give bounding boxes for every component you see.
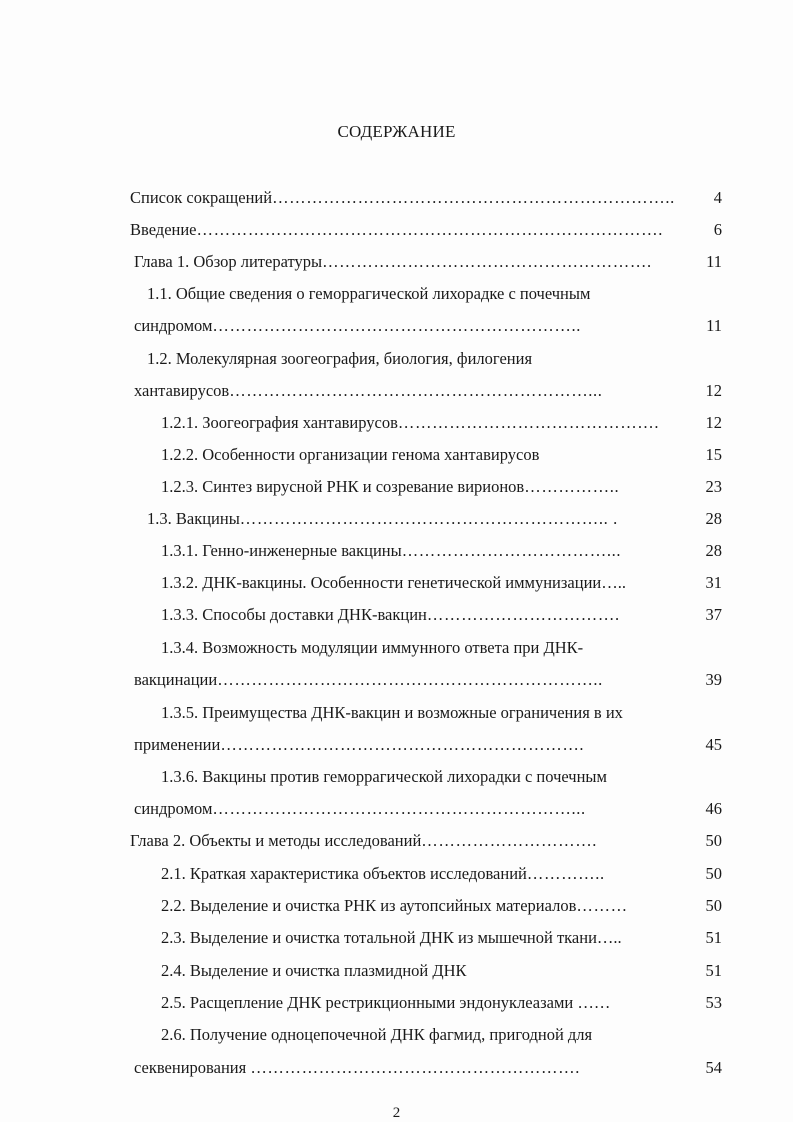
toc-entry-text: секвенирования bbox=[134, 1058, 251, 1077]
toc-entry-text: 1.2. Молекулярная зоогеография, биология, филогения bbox=[147, 349, 533, 368]
toc-entry-text: Введение bbox=[130, 220, 197, 239]
toc-page-number: 53 bbox=[705, 993, 722, 1012]
toc-leader-dots: …………………………………………………………….. bbox=[272, 188, 675, 207]
toc-entry-text: 1.1. Общие сведения о геморрагической лихорадке с почечным bbox=[147, 284, 591, 303]
toc-leader-dots: ………………………………………. bbox=[397, 413, 660, 432]
toc-page-number: 50 bbox=[705, 831, 722, 850]
toc-entry bbox=[161, 638, 686, 658]
toc-entry-text: 1.3.4. Возможность модуляции иммунного ответа при ДНК- bbox=[161, 638, 584, 657]
toc-entry-text: хантавирусов bbox=[134, 381, 230, 400]
toc-page-number: 45 bbox=[705, 735, 722, 754]
toc-entry-text: 2.4. Выделение и очистка плазмидной ДНК bbox=[161, 961, 467, 980]
toc-entry bbox=[161, 445, 673, 465]
toc-leader-dots: …………………………………………………. bbox=[322, 252, 652, 271]
toc-leader-dots: ……… bbox=[576, 896, 628, 915]
toc-entry-text: 1.3.1. Генно-инженерные вакцины bbox=[161, 541, 402, 560]
toc-leader-dots: ………………………………………………………... bbox=[229, 381, 603, 400]
toc-leader-dots: ………………………………………………………………………. bbox=[196, 220, 663, 239]
page-title: СОДЕРЖАНИЕ bbox=[337, 122, 456, 141]
toc-entry-text: синдромом bbox=[134, 316, 213, 335]
toc-entry-text: применении bbox=[134, 735, 221, 754]
toc-entry bbox=[130, 831, 670, 851]
toc-page-number: 51 bbox=[705, 961, 722, 980]
toc-page-number: 50 bbox=[705, 896, 722, 915]
toc-leader-dots: ………………………………………………………. bbox=[220, 735, 585, 754]
toc-entry bbox=[134, 735, 654, 755]
toc-leader-dots: ………………………………………………………….. bbox=[217, 670, 603, 689]
toc-entry bbox=[134, 1058, 674, 1078]
toc-entry-text: 1.2.3. Синтез вирусной РНК и созревание вирионов bbox=[161, 477, 525, 496]
toc-entry-text: синдромом bbox=[134, 799, 213, 818]
toc-entry bbox=[161, 928, 686, 948]
toc-leader-dots: …………….. bbox=[524, 477, 620, 496]
toc-leader-dots: …………………………. bbox=[421, 831, 598, 850]
toc-entry-text: вакцинации bbox=[134, 670, 218, 689]
toc-entry-text: 1.3.3. Способы доставки ДНК-вакцин bbox=[161, 605, 427, 624]
toc-entry bbox=[134, 799, 674, 819]
toc-page-number: 6 bbox=[713, 220, 722, 239]
toc-page-number: 50 bbox=[705, 864, 722, 883]
toc-leader-dots: ……………………………………………………….. . bbox=[239, 509, 618, 528]
toc-entry bbox=[147, 284, 687, 304]
toc-page-number: 15 bbox=[705, 445, 722, 464]
toc-entry bbox=[130, 188, 710, 208]
toc-entry bbox=[134, 252, 702, 272]
page-number: 2 bbox=[392, 1105, 401, 1121]
toc-entry bbox=[134, 381, 674, 401]
toc-entry bbox=[161, 605, 676, 625]
toc-entry bbox=[130, 220, 710, 240]
toc-page-number: 11 bbox=[706, 252, 722, 271]
toc-leader-dots: …………………………………………………. bbox=[250, 1058, 580, 1077]
toc-entry bbox=[161, 961, 686, 981]
toc-entry bbox=[161, 896, 686, 916]
toc-leader-dots: ………….. bbox=[526, 864, 605, 883]
toc-entry-text: 1.2.2. Особенности организации генома хантавирусов bbox=[161, 445, 540, 464]
toc-entry-text: 1.3.5. Преимущества ДНК-вакцин и возможные ограничения в их bbox=[161, 703, 623, 722]
toc-entry bbox=[161, 573, 686, 593]
toc-entry-text: 2.2. Выделение и очистка РНК из аутопсийных материалов bbox=[161, 896, 577, 915]
toc-page-number: 12 bbox=[705, 381, 722, 400]
toc-page-number: 31 bbox=[705, 573, 722, 592]
toc-page-number: 46 bbox=[705, 799, 722, 818]
toc-entry bbox=[161, 767, 686, 787]
toc-leader-dots: ……………………………. bbox=[426, 605, 620, 624]
toc-page-number: 51 bbox=[705, 928, 722, 947]
toc-entry bbox=[147, 509, 677, 529]
toc-entry-text: 1.2.1. Зоогеография хантавирусов bbox=[161, 413, 398, 432]
toc-entry bbox=[161, 413, 673, 433]
toc-entry-text: 2.6. Получение одноцепочечной ДНК фагмид, пригодной для bbox=[161, 1025, 593, 1044]
toc-page-number: 28 bbox=[705, 509, 722, 528]
toc-entry-text: Глава 2. Объекты и методы исследований bbox=[130, 831, 422, 850]
toc-page-number: 11 bbox=[706, 316, 722, 335]
toc-page-number: 23 bbox=[705, 477, 722, 496]
toc-page-number: 4 bbox=[713, 188, 722, 207]
toc-page-number: 28 bbox=[705, 541, 722, 560]
toc-entry bbox=[161, 703, 686, 723]
toc-leader-dots: ………………………………………………………... bbox=[212, 799, 586, 818]
toc-entry bbox=[147, 349, 687, 369]
toc-entry-text: 2.1. Краткая характеристика объектов исследований bbox=[161, 864, 527, 883]
toc-entry-text: Глава 1. Обзор литературы bbox=[134, 252, 323, 271]
toc-entry bbox=[161, 541, 676, 561]
toc-entry-text: 1.3.6. Вакцины против геморрагической лихорадки с почечным bbox=[161, 767, 607, 786]
toc-page-number: 37 bbox=[705, 605, 722, 624]
toc-entry bbox=[134, 316, 674, 336]
toc-entry-text: 2.5. Расщепление ДНК рестрикционными эндонуклеазами …… bbox=[161, 993, 611, 1012]
toc-entry bbox=[161, 477, 673, 497]
toc-leader-dots: ……………………………………………………….. bbox=[212, 316, 581, 335]
toc-page-number: 12 bbox=[705, 413, 722, 432]
toc-page-number: 54 bbox=[705, 1058, 722, 1077]
toc-entry bbox=[161, 993, 671, 1013]
toc-leader-dots: ………………………………... bbox=[401, 541, 622, 560]
toc-entry-text: 1.3.2. ДНК-вакцины. Особенности генетической иммунизации….. bbox=[161, 573, 626, 592]
toc-entry-text: 2.3. Выделение и очистка тотальной ДНК из мышечной ткани….. bbox=[161, 928, 622, 947]
toc-page-number: 39 bbox=[705, 670, 722, 689]
toc-entry bbox=[161, 1025, 656, 1045]
toc-entry-text: Список сокращений bbox=[130, 188, 273, 207]
toc-entry bbox=[134, 670, 674, 690]
toc-entry bbox=[161, 864, 671, 884]
toc-entry-text: 1.3. Вакцины bbox=[147, 509, 240, 528]
